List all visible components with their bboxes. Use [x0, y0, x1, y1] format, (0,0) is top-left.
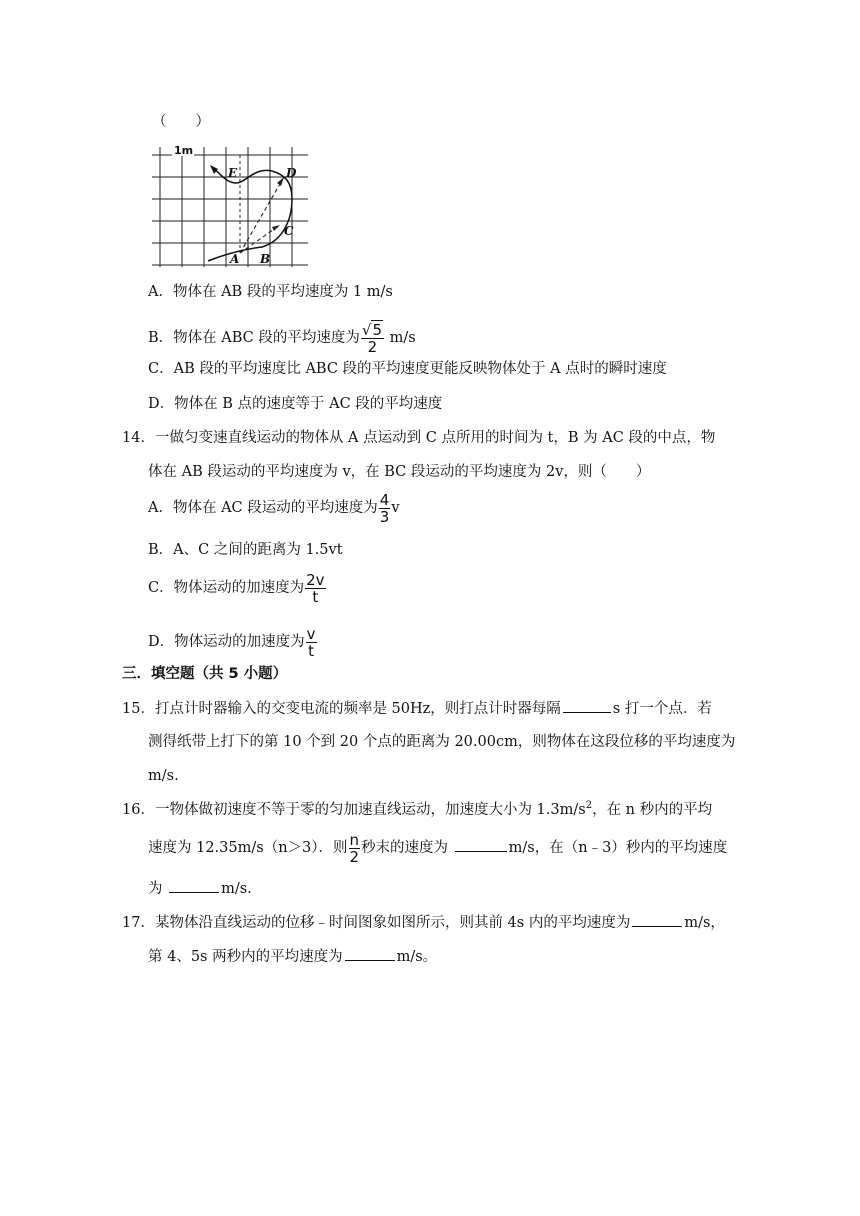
q13-answer-paren: （ ）	[152, 114, 210, 130]
fraction-n-over-2: $\frac{n}{2}$	[349, 830, 360, 866]
q14-option-a-text: A．物体在 AC 段运动的平均速度为	[148, 500, 378, 516]
q16-answer-blank-1[interactable]	[455, 837, 507, 852]
q15-line1: 15．打点计时器输入的交变电流的频率是 50Hz，则打点计时器每隔 s 打一个点．若	[122, 698, 712, 719]
arrowhead-d	[277, 177, 284, 186]
point-label-b: B	[260, 252, 271, 266]
q13-option-b-text: B．物体在 ABC 段的平均速度为	[148, 330, 360, 346]
q14-option-c	[148, 566, 327, 610]
section-heading-fill-in: 三．填空题（共 5 小题）	[122, 666, 288, 682]
q17-line1: 17．某物体沿直线运动的位移﹣时间图象如图所示，则其前 4s 内的平均速度为 m/s，	[122, 912, 725, 933]
point-label-a: A	[230, 252, 240, 266]
q16-line1: 16．一物体做初速度不等于零的匀加速直线运动，加速度大小为 $1.3m/s^2$，在 n 秒内的平均	[122, 800, 713, 818]
fraction-v-over-t: $\frac{v}{t}$	[306, 624, 316, 660]
q14-option-b: B．A、C 之间的距离为 1.5vt	[148, 542, 343, 558]
q14-option-d	[148, 620, 318, 664]
q14-option-c-text: C．物体运动的加速度为	[148, 580, 305, 596]
fraction-sqrt5-over-2: $\frac{√5}{2}$	[361, 320, 382, 356]
q13-option-a: A．物体在 AB 段的平均速度为 1 m/s	[148, 284, 393, 300]
q13-option-b-unit: m/s	[384, 330, 416, 346]
q16-line2: 速度为 12.35m/s（n＞3）．则 $\frac{n}{2}$ 秒末的速度为 m/s，在（n﹣3）秒内的平均速度	[148, 830, 728, 866]
q13-option-c: C．AB 段的平均速度比 ABC 段的平均速度更能反映物体处于 A 点时的瞬时速度	[148, 361, 667, 377]
q15-line2: 测得纸带上打下的第 10 个到 20 个点的距离为 20.00cm，则物体在这段位移的平均速度为	[148, 734, 736, 750]
q14-option-d-text: D．物体运动的加速度为	[148, 634, 305, 650]
q15-line3: m/s.	[148, 768, 179, 784]
point-label-d: D	[286, 166, 297, 180]
fraction-denominator: 2	[367, 337, 378, 356]
q16-answer-blank-2[interactable]	[169, 878, 219, 893]
grid-lines	[152, 147, 308, 267]
q13-trajectory-figure	[150, 143, 312, 271]
fraction-4-over-3: $\frac{4}{3}$	[379, 490, 390, 526]
fraction-2v-over-t: $\frac{2v}{t}$	[306, 570, 325, 606]
dashed-line-ad	[240, 177, 284, 253]
q17-line2: 第 4、5s 两秒内的平均速度为 m/s。	[148, 946, 437, 967]
q16-line3: 为 m/s.	[148, 878, 252, 899]
q17-answer-blank-2[interactable]	[345, 946, 395, 961]
point-label-e: E	[228, 166, 238, 180]
sqrt-radicand: 5	[372, 320, 382, 339]
arrowhead-c	[272, 225, 280, 231]
q14-option-a: A．物体在 AC 段运动的平均速度为 $\frac{4}{3}$ v	[148, 490, 400, 526]
q13-option-b	[148, 316, 416, 360]
q14-stem-line1: 14．一做匀变速直线运动的物体从 A 点运动到 C 点所用的时间为 t，B 为 AC 段的中点，物	[122, 430, 716, 446]
q13-option-d: D．物体在 B 点的速度等于 AC 段的平均速度	[148, 396, 443, 412]
q15-answer-blank-1[interactable]	[563, 698, 611, 713]
q17-answer-blank-1[interactable]	[632, 912, 682, 927]
point-label-c: C	[284, 224, 294, 238]
scale-label: 1m	[174, 144, 194, 157]
q14-stem-line2: 体在 AB 段运动的平均速度为 v，在 BC 段运动的平均速度为 2v，则（ ）	[148, 464, 651, 480]
trajectory-arrowhead	[210, 165, 218, 174]
superscript-2: 2	[585, 800, 593, 811]
